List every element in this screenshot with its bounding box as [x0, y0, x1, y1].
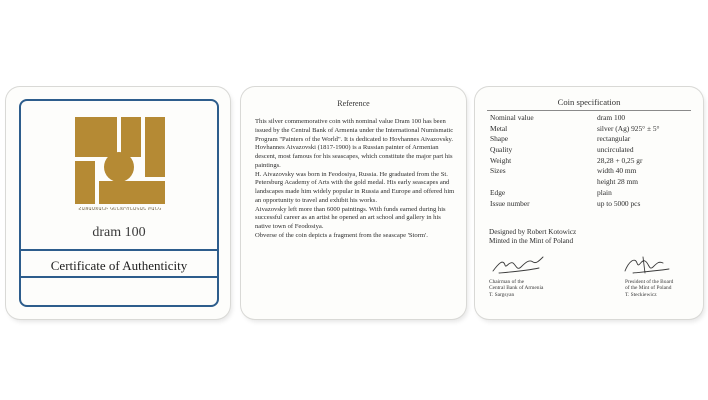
spec-label: Nominal value	[490, 113, 534, 122]
spec-row	[490, 134, 690, 145]
signatory-right-line: T. Steckiewicz	[625, 291, 657, 298]
spec-value: uncirculated	[597, 145, 634, 155]
spec-row	[490, 156, 690, 167]
spec-label: Weight	[490, 155, 512, 165]
reference-paragraph: Hovhannes Aivazovski (1817-1900) is a Russian painter of Armenian descent, most famous for his seascapes, which constitute the major part his paintings.	[255, 144, 453, 169]
reference-paragraph: This silver commemorative coin with nominal value Dram 100 has been issued by the Central Bank of Armenia under the International Numismatic Program "Painters of the World". It is dedicated to Hovhannes Aivazovsky.	[255, 118, 454, 143]
spec-value: plain	[597, 187, 612, 197]
spec-label: Metal	[490, 123, 508, 133]
spec-value: silver (Ag) 925° ± 5°	[597, 123, 660, 133]
spec-value: dram 100	[597, 113, 626, 122]
signatory-left-line: Central Bank of Armenia	[489, 285, 544, 292]
spec-row	[490, 145, 690, 156]
signature-right-icon	[615, 253, 675, 279]
reference-title: Reference	[337, 99, 370, 108]
specification-divider	[487, 110, 691, 111]
reference-paragraph: Obverse of the coin depicts a fragment from the seascape 'Storm'.	[255, 231, 428, 239]
divider-top	[21, 249, 217, 251]
signatory-left-line: T. Sargsyan	[489, 291, 515, 298]
spec-value: rectangular	[597, 134, 631, 144]
spec-row	[490, 166, 690, 177]
signatory-left-line: Chairman of the	[489, 279, 525, 285]
specification-table	[490, 113, 690, 209]
central-bank-logo-icon	[75, 117, 165, 204]
spec-row	[490, 124, 690, 135]
spec-label: Shape	[490, 134, 509, 144]
coin-specification-card	[475, 87, 703, 319]
signatory-right-line: of the Mint of Poland	[625, 285, 672, 292]
spec-value: height 28 mm	[597, 177, 639, 187]
reference-body	[255, 118, 455, 241]
spec-label: Quality	[490, 145, 513, 155]
spec-row	[490, 188, 690, 199]
spec-row	[490, 177, 690, 188]
spec-value: width 40 mm	[597, 166, 637, 176]
spec-value: up to 5000 pcs	[597, 198, 641, 208]
spec-value: 28,28 + 0,25 gr	[597, 155, 643, 165]
signatory-left-caption	[489, 279, 589, 298]
signature-left-icon	[489, 253, 549, 279]
certificate-title: Certificate of Authenticity	[50, 258, 188, 273]
reference-card	[241, 87, 466, 319]
spec-label: Sizes	[490, 166, 506, 176]
designer-info	[489, 228, 689, 247]
signatory-right-line: President of the Board	[625, 279, 674, 285]
reference-paragraph: Aivazovsky left more than 6000 paintings. With funds earned during his successful career as an artist he opened an art school and gallery in his native town of Feodosiya.	[255, 205, 446, 230]
divider-bottom	[21, 276, 217, 278]
spec-row	[490, 113, 690, 124]
certificate-front-card	[6, 87, 230, 319]
denomination-label: dram 100	[92, 225, 146, 240]
minted-in-line: Minted in the Mint of Poland	[489, 237, 574, 246]
signatory-right-caption	[625, 279, 701, 298]
reference-paragraph: H. Aivazovsky was born in Feodosiya, Russia. He graduated from the St. Petersburg Academy of Arts with the gold medal. His early seascapes and landscapes made him widely popular in Russia and Europe and offered him an opportunity to travel and exhibit his works.	[255, 170, 455, 204]
logo-caption: ՀԱՅԱՍՏԱՆԻ ԿԵՆՏՐՈՆԱԿԱՆ ԲԱՆԿ	[78, 206, 162, 211]
spec-row	[490, 199, 690, 210]
spec-label: Edge	[490, 187, 506, 197]
spec-label: Issue number	[490, 198, 530, 208]
designed-by-line: Designed by Robert Kotowicz	[489, 228, 577, 236]
specification-title: Coin specification	[557, 97, 621, 107]
